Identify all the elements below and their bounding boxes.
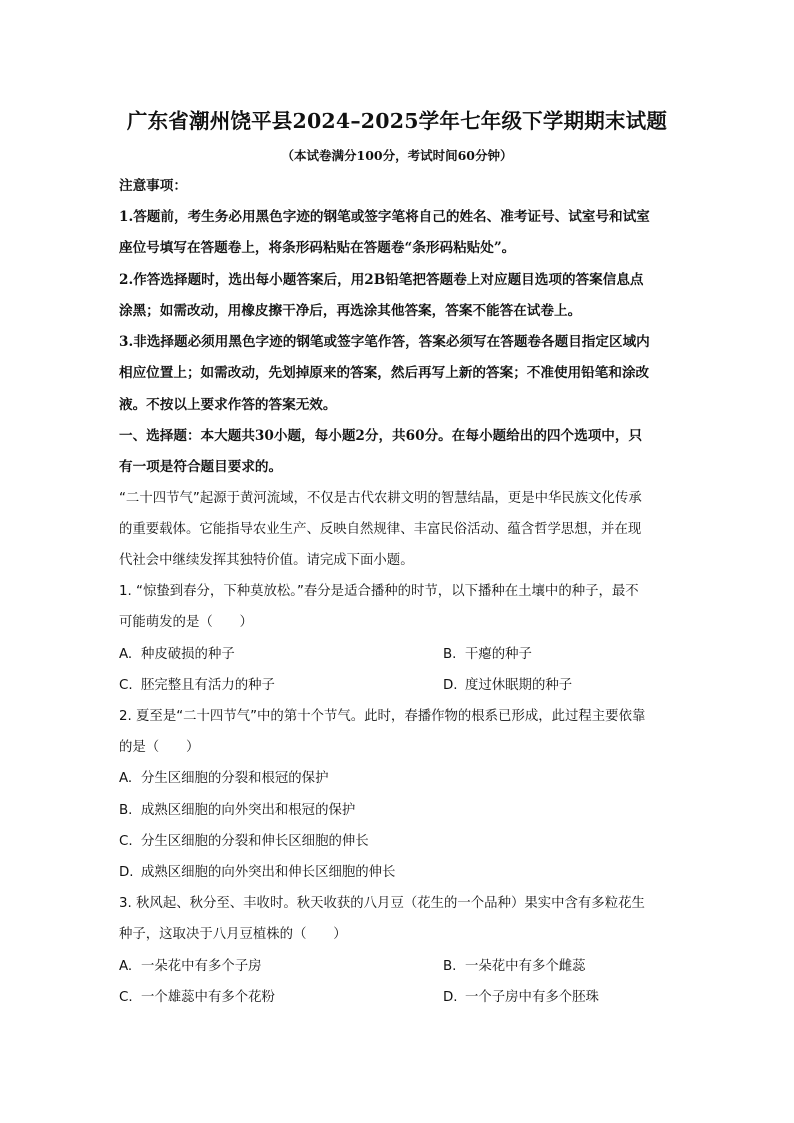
question-2-option-c[interactable]: [119, 833, 369, 851]
notice-item-3-line-2: 相应位置上；如需改动，先划掉原来的答案，然后再写上新的答案；不准使用铅笔和涂改: [119, 365, 650, 381]
question-2-stem-line-1: 2. 夏至是“二十四节气”中的第十个节气。此时，春播作物的根系已形成，此过程主要依靠: [119, 709, 646, 724]
option-letter: D.: [443, 678, 458, 693]
section-heading-line-1: 一、选择题：本大题共30小题，每小题2分，共60分。在每小题给出的四个选项中，只: [119, 428, 643, 444]
option-text: 一个子房中有多个胚珠: [465, 990, 599, 1005]
passage-line-1: “二十四节气”起源于黄河流域，不仅是古代农耕文明的智慧结晶，更是中华民族文化传承: [119, 491, 642, 506]
question-3-option-b[interactable]: [443, 958, 586, 976]
question-3-option-d[interactable]: [443, 989, 599, 1007]
option-letter: B.: [119, 803, 133, 818]
option-text: 一朵花中有多个子房: [141, 959, 262, 974]
option-letter: B.: [443, 647, 457, 662]
question-2-stem-line-2: 的是（ ）: [119, 740, 200, 755]
question-3-option-c[interactable]: [119, 989, 275, 1007]
option-letter: A.: [119, 959, 133, 974]
option-letter: B.: [443, 959, 457, 974]
exam-subtitle: （本试卷满分100分，考试时间60分钟）: [281, 148, 513, 163]
notice-item-2-line-1: 2.作答选择题时，选出每小题答案后，用2B铅笔把答题卷上对应题目选项的答案信息点: [119, 272, 644, 288]
question-1-option-a[interactable]: [119, 646, 235, 664]
question-2-option-b[interactable]: [119, 802, 355, 820]
question-1-option-d[interactable]: [443, 677, 572, 695]
passage-line-3: 代社会中继续发挥其独特价值。请完成下面小题。: [119, 553, 414, 568]
option-letter: C.: [119, 834, 133, 849]
question-2-option-a[interactable]: [119, 770, 328, 788]
option-text: 干瘪的种子: [465, 647, 532, 662]
notice-item-1-line-2: 座位号填写在答题卷上，将条形码粘贴在答题卷“条形码粘贴处”。: [119, 240, 516, 256]
notice-item-3-line-1: 3.非选择题必须用黑色字迹的钢笔或签字笔作答，答案必须写在答题卷各题目指定区域内: [119, 334, 650, 350]
option-text: 一朵花中有多个雌蕊: [465, 959, 586, 974]
option-letter: D.: [119, 865, 134, 880]
question-2-option-d[interactable]: [119, 864, 395, 882]
question-3-stem-line-2: 种子，这取决于八月豆植株的（ ）: [119, 927, 347, 942]
option-text: 成熟区细胞的向外突出和根冠的保护: [141, 803, 356, 818]
question-1-option-c[interactable]: [119, 677, 275, 695]
option-text: 分生区细胞的分裂和伸长区细胞的伸长: [141, 834, 369, 849]
notice-heading: 注意事项：: [119, 178, 187, 194]
question-1-option-b[interactable]: [443, 646, 532, 664]
section-heading-line-2: 有一项是符合题目要求的。: [119, 459, 283, 475]
notice-item-2-line-2: 涂黑；如需改动，用橡皮擦干净后，再选涂其他答案，答案不能答在试卷上。: [119, 303, 582, 319]
option-text: 胚完整且有活力的种子: [141, 678, 275, 693]
option-letter: A.: [119, 771, 133, 786]
question-3-stem-line-1: 3. 秋风起、秋分至、丰收时。秋天收获的八月豆（花生的一个品种）果实中含有多粒花生: [119, 896, 645, 911]
question-3-option-a[interactable]: [119, 958, 262, 976]
option-text: 分生区细胞的分裂和根冠的保护: [141, 771, 329, 786]
question-1-stem-line-1: 1. “惊蛰到春分，下种莫放松。”春分是适合播种的时节，以下播种在土壤中的种子，最不: [119, 584, 639, 599]
option-text: 度过休眠期的种子: [465, 678, 573, 693]
notice-item-1-line-1: 1.答题前，考生务必用黑色字迹的钢笔或签字笔将自己的姓名、准考证号、试室号和试室: [119, 209, 650, 225]
option-letter: D.: [443, 990, 458, 1005]
question-1-stem-line-2: 可能萌发的是（ ）: [119, 615, 253, 630]
option-letter: A.: [119, 647, 133, 662]
notice-item-3-line-3: 液。不按以上要求作答的答案无效。: [119, 397, 337, 413]
option-letter: C.: [119, 678, 133, 693]
option-text: 一个雄蕊中有多个花粉: [141, 990, 275, 1005]
passage-line-2: 的重要载体。它能指导农业生产、反映自然规律、丰富民俗活动、蕴含哲学思想，并在现: [119, 522, 642, 537]
option-text: 种皮破损的种子: [141, 647, 235, 662]
option-text: 成熟区细胞的向外突出和伸长区细胞的伸长: [141, 865, 396, 880]
exam-title: 广东省潮州饶平县2024–2025学年七年级下学期期末试题: [126, 109, 668, 133]
option-letter: C.: [119, 990, 133, 1005]
